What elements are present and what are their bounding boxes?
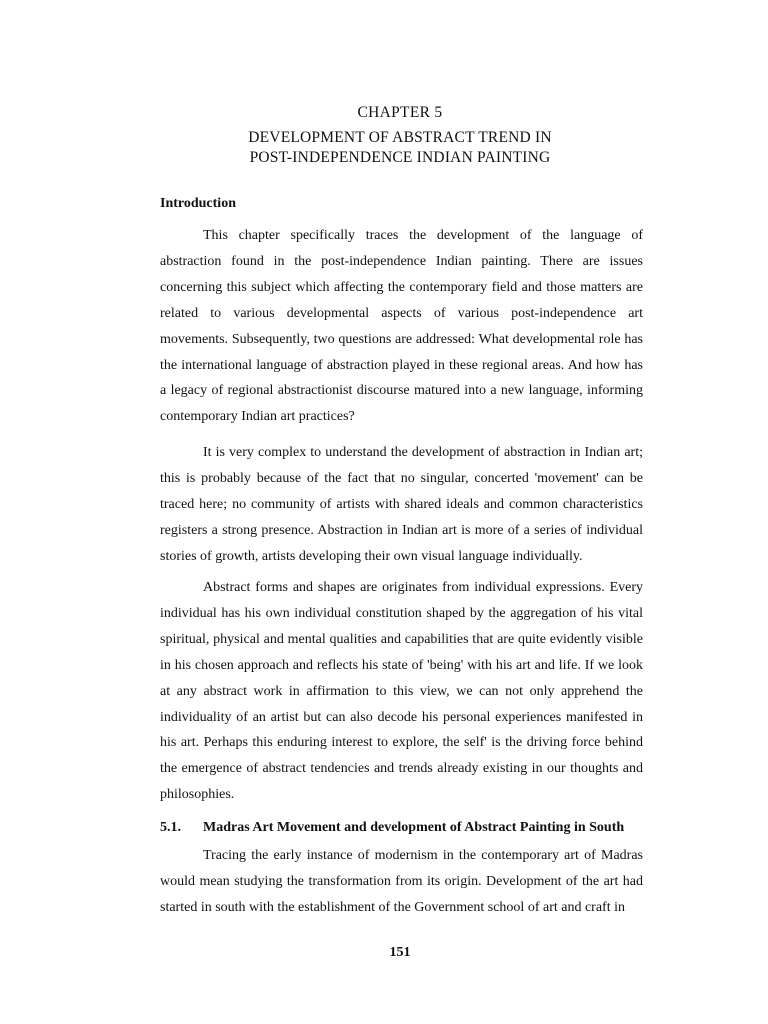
paragraph-2: It is very complex to understand the development of abstraction in Indian art; this is probably because of the fact that no singular, concerted 'movement' can be traced here; no community of artists with shared ideals and common characteristics registers a strong presence. Abstraction in Indian art is more of a series of individual stories of growth, artists developing their own visual language individually. [160,445,643,564]
section-title: Madras Art Movement and development of Abstract Painting in South [203,820,625,835]
paragraph-1: This chapter specifically traces the development of the language of abstraction found in the post-independence Indian painting. There are issues concerning this subject which affecting the contemporary field and those matters are related to various developmental aspects of various post-independence art movements. Subsequently, two questions are addressed: What developmental role has the international language of abstraction played in these regional areas. And how has a legacy of regional abstractionist discourse matured into a new language, informing contemporary Indian art practices? [160,228,643,425]
chapter-title-line-2: POST-INDEPENDENCE INDIAN PAINTING [249,149,551,166]
paragraph-4: Tracing the early instance of modernism in the contemporary art of Madras would mean studying the transformation from its origin. Development of the art had started in south with the establishment of the Government school of art and craft in [160,848,643,915]
section-number: 5.1. [160,820,181,835]
chapter-title [0,128,768,168]
introduction-heading: Introduction [160,196,236,211]
paragraph-3: Abstract forms and shapes are originates from individual expressions. Every individual has his own individual constitution shaped by the aggregation of his vital spiritual, physical and mental qualities and capabilities that are quite evidently visible in his chosen approach and reflects his state of 'being' with his art and life. If we look at any abstract work in affirmation to this view, we can not only apprehend the individuality of an artist but can also decode his personal experiences manifested in his art. Perhaps this enduring interest to explore, the self' is the driving force behind the emergence of abstract tendencies and trends already existing in our thoughts and philosophies. [160,580,643,803]
chapter-title-line-1: DEVELOPMENT OF ABSTRACT TREND IN [248,129,552,146]
page-number: 151 [389,945,411,960]
chapter-label: CHAPTER 5 [357,104,443,121]
section-heading [160,820,643,836]
